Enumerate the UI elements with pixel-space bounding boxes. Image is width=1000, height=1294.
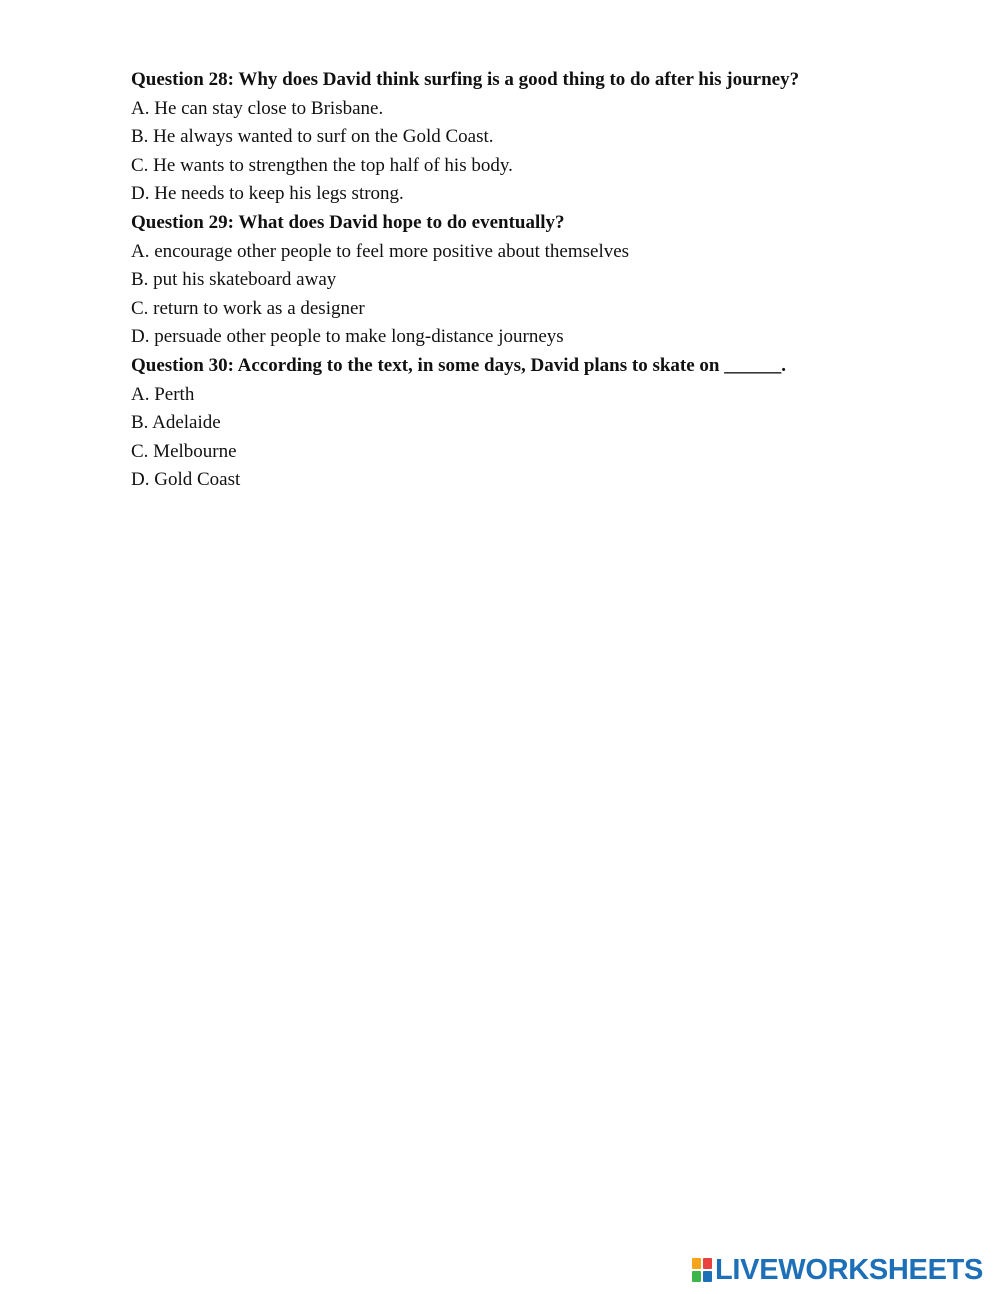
question-28-option-c: C. He wants to strengthen the top half of his body. — [131, 154, 513, 176]
liveworksheets-logo — [692, 1254, 983, 1286]
question-29-prompt: Question 29: What does David hope to do eventually? — [131, 211, 565, 233]
liveworksheets-logo-text: LIVEWORKSHEETS — [715, 1253, 984, 1286]
question-30-option-a: A. Perth — [131, 383, 195, 405]
question-29-option-a: A. encourage other people to feel more positive about themselves — [131, 240, 630, 262]
question-28-option-b: B. He always wanted to surf on the Gold Coast. — [131, 126, 494, 148]
question-30-prompt: Question 30: According to the text, in some days, David plans to skate on ______. — [131, 354, 786, 376]
question-28-option-a: A. He can stay close to Brisbane. — [131, 97, 384, 119]
question-29-option-d: D. persuade other people to make long-distance journeys — [131, 326, 564, 348]
question-29-option-c: C. return to work as a designer — [131, 297, 365, 319]
question-30-option-c: C. Melbourne — [131, 440, 237, 462]
question-30-option-d: D. Gold Coast — [131, 469, 241, 491]
liveworksheets-logo-icon — [692, 1258, 712, 1282]
question-30-option-b: B. Adelaide — [131, 412, 221, 434]
question-28-option-d: D. He needs to keep his legs strong. — [131, 183, 404, 205]
question-29-option-b: B. put his skateboard away — [131, 269, 337, 291]
worksheet-content — [131, 66, 891, 495]
question-28-prompt: Question 28: Why does David think surfing is a good thing to do after his journey? — [131, 69, 800, 90]
